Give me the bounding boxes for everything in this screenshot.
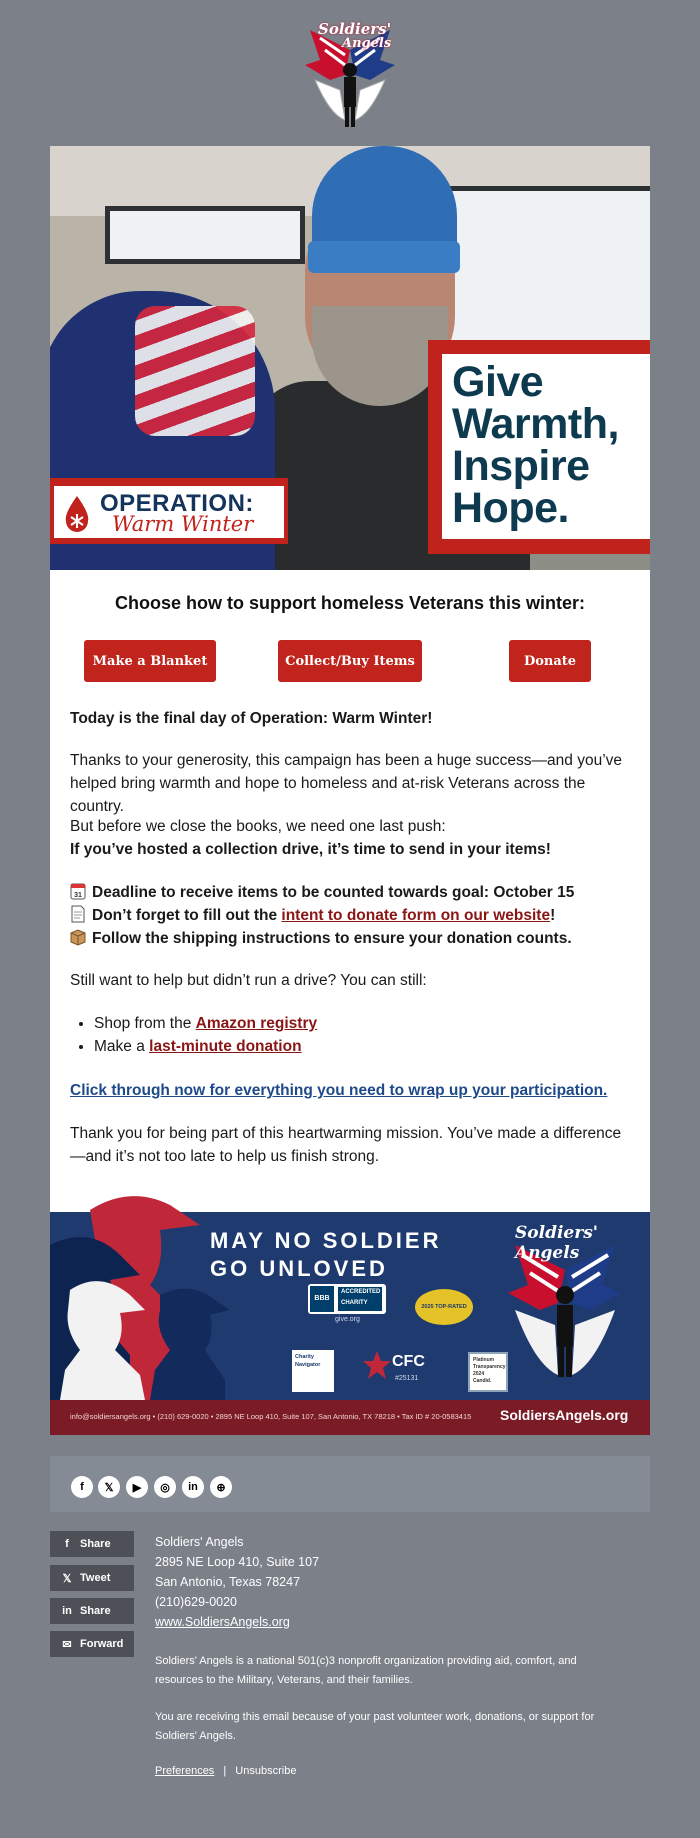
blood-drop-icon: [62, 494, 92, 532]
footer-links: [155, 1762, 625, 1781]
cfc-number: #25131: [395, 1375, 419, 1382]
donate-button[interactable]: Donate: [509, 640, 591, 682]
cfc-logo-text: CFC: [392, 1353, 425, 1370]
tagline-line: Inspire: [452, 442, 590, 490]
logo-text-line1: Soldiers': [318, 20, 392, 38]
top-rated-badge: 2025 TOP-RATED: [415, 1289, 473, 1325]
list-item-prefix: Shop from the: [94, 1015, 196, 1032]
click-through-link[interactable]: Click through now for everything you need to wrap up your participation.: [70, 1082, 608, 1099]
intent-form-line: [70, 904, 635, 927]
hero-blanket-flag: [135, 306, 255, 436]
list-item: [94, 1035, 659, 1058]
footer-reason: You are receiving this email because of your past volunteer work, donations, or support for Soldiers' Angels.: [155, 1711, 595, 1742]
banner-title-line: MAY NO SOLDIER: [210, 1228, 442, 1253]
preferences-link[interactable]: Preferences: [155, 1765, 215, 1777]
hero-image[interactable]: [50, 146, 650, 570]
banner-contact-info: info@soldiersangels.org • (210) 629-0020 • 2895 NE Loop 410, Suite 107, San Antonio, TX 78218 • Tax ID # 20-0583415: [70, 1412, 472, 1421]
page-heading: Choose how to support homeless Veterans this winter:: [114, 593, 586, 613]
soldier-silhouettes: [50, 1185, 230, 1400]
bbb-text: ACCREDITED CHARITY: [338, 1287, 382, 1311]
candid-line: Transparency: [473, 1364, 506, 1370]
unsubscribe-link[interactable]: Unsubscribe: [235, 1765, 297, 1777]
footer-address2: San Antonio, Texas 78247: [155, 1575, 301, 1589]
footer-phone: (210)629-0020: [155, 1595, 238, 1609]
last-push-paragraph: [70, 815, 635, 861]
give-org-text: give.org: [335, 1316, 360, 1323]
share-label: Tweet: [80, 1572, 111, 1584]
help-options-list: [70, 1012, 659, 1058]
logo-text-line2: Angels: [342, 36, 392, 51]
hero-tagline: [452, 358, 648, 532]
svg-text:31: 31: [74, 892, 82, 899]
facebook-share-button[interactable]: [50, 1531, 134, 1557]
shipping-line: [70, 927, 635, 950]
bbb-accredited-badge: [308, 1284, 386, 1314]
still-help-text: Still want to help but didn’t run a drive? You can still:: [70, 972, 427, 989]
hero-window-left: [105, 206, 305, 264]
shipping-text: Follow the shipping instructions to ensure your donation counts.: [92, 930, 572, 947]
calendar-icon: [70, 882, 86, 900]
candid-line: 2024: [473, 1371, 485, 1377]
share-label: Share: [80, 1605, 111, 1617]
collect-buy-items-button[interactable]: Collect/Buy Items: [278, 640, 422, 682]
tagline-line: Warmth,: [452, 400, 619, 448]
globe-icon[interactable]: ⊕: [210, 1476, 232, 1498]
deadline-text: Deadline to receive items to be counted towards goal: October 15: [92, 884, 575, 901]
success-paragraph: Thanks to your generosity, this campaign has been a huge success—and you’ve helped bring warmth and hope to homeless and at-risk Veterans across the country.: [70, 752, 623, 815]
candid-brand: Candid.: [473, 1378, 492, 1384]
click-through-line: [70, 1079, 635, 1102]
x-icon: 𝕏: [62, 1572, 72, 1585]
list-item: [94, 1012, 659, 1035]
footer-org-name: Soldiers' Angels: [155, 1535, 244, 1549]
envelope-icon: ✉: [62, 1638, 72, 1651]
document-icon: [70, 905, 86, 923]
banner-logo-text: Soldiers' Angels: [515, 1223, 598, 1263]
share-label: Share: [80, 1538, 111, 1550]
deadline-line: [70, 881, 635, 904]
mission-banner[interactable]: [50, 1185, 650, 1435]
charity-navigator-badge: Charity Navigator: [292, 1350, 334, 1392]
final-day-text: Today is the final day of Operation: Warm Winter!: [70, 710, 433, 727]
intent-to-donate-link[interactable]: intent to donate form on our website: [281, 907, 551, 924]
hero-beanie-rim: [308, 241, 460, 273]
footer-separator: |: [223, 1765, 227, 1777]
list-item-prefix: Make a: [94, 1038, 150, 1055]
share-label: Forward: [80, 1638, 124, 1650]
footer-address-block: [155, 1532, 319, 1632]
x-icon[interactable]: 𝕏: [98, 1476, 120, 1498]
forward-button[interactable]: [50, 1631, 134, 1657]
package-icon: [70, 928, 86, 946]
footer-address1: 2895 NE Loop 410, Suite 107: [155, 1555, 320, 1569]
banner-title-line: GO UNLOVED: [210, 1256, 388, 1281]
operation-title: OPERATION:: [100, 490, 254, 517]
soldiers-angels-logo[interactable]: [300, 20, 400, 130]
linkedin-icon: in: [62, 1605, 72, 1617]
intent-form-suffix: !: [550, 907, 556, 924]
operation-script: Warm Winter: [112, 512, 254, 536]
bbb-logo: BBB: [310, 1286, 334, 1312]
thanks-paragraph: Thank you for being part of this heartwarming mission. You’ve made a difference—and it’s not too late to help us finish strong.: [70, 1125, 622, 1165]
intent-form-prefix: Don’t forget to fill out the: [92, 907, 282, 924]
banner-website[interactable]: SoldiersAngels.org: [500, 1407, 629, 1423]
amazon-registry-link[interactable]: Amazon registry: [195, 1015, 318, 1032]
tagline-line: Hope.: [452, 484, 569, 532]
instagram-icon[interactable]: ◎: [154, 1476, 176, 1498]
collection-drive-text: If you’ve hosted a collection drive, it’s time to send in your items!: [70, 841, 551, 858]
tagline-line: Give: [452, 358, 544, 406]
cfc-star-icon: [362, 1350, 392, 1380]
youtube-icon[interactable]: ▶: [126, 1476, 148, 1498]
make-blanket-button[interactable]: Make a Blanket: [84, 640, 216, 682]
last-minute-donation-link[interactable]: last-minute donation: [149, 1038, 302, 1055]
candid-line: Platinum: [473, 1357, 495, 1363]
tweet-button[interactable]: [50, 1565, 134, 1591]
linkedin-icon[interactable]: in: [182, 1476, 204, 1498]
facebook-icon: f: [65, 1538, 69, 1550]
facebook-icon[interactable]: f: [71, 1476, 93, 1498]
footer-about: Soldiers' Angels is a national 501(c)3 nonprofit organization providing aid, comfort, and resources to the Military, Veterans, and their families.: [155, 1655, 577, 1686]
banner-title: [210, 1227, 441, 1283]
linkedin-share-button[interactable]: [50, 1598, 134, 1624]
footer-website-link[interactable]: www.SoldiersAngels.org: [155, 1615, 290, 1629]
last-push-text: But before we close the books, we need one last push:: [70, 818, 446, 835]
hero-window-right: [445, 186, 650, 346]
